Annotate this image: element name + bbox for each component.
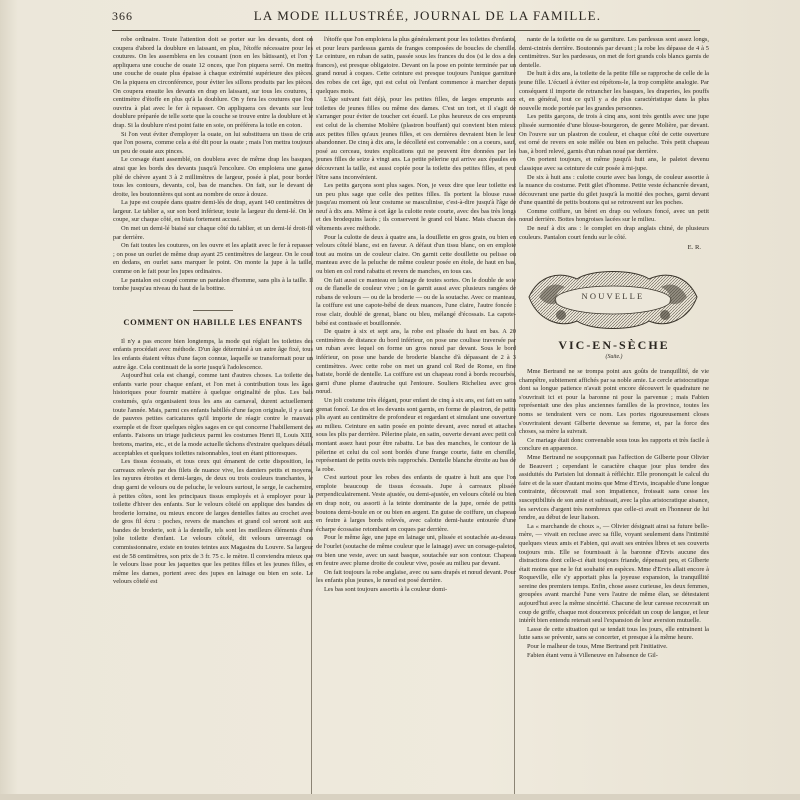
paragraph: De huit à dix ans, la toilette de la petite fille se rapproche de celle de la jeune fille. L'écueil à éviter est répétons-le, la trop complète analogie. Par conséquent il importe de retrancher les basques, les draperies, les pouffs et, en général, tout ce qu'il y a de plus caractéristique dans la plus nouvelle mode portée par les grandes personnes.: [519, 70, 709, 112]
paragraph: Les tissus écossais, et tous ceux qui émanent de cette disposition, les carreaux relevés par des filets de nuance vive, les damiers petits et moyens, les rayures étroites et demi-larges, de deux ou trois couleurs tranchantes, le drap garni de velours ou de peluche, le velours surtout, le serge, le cachemire, à petites côtes, sont les principaux tissus employés et à employer pour la toilette d'hiver des enfants. Sur le velours côtelé on applique des bandes de broderie lorraine, ou mieux encore de larges dentelles faites au crochet avec de gros fil écru : poches, revers de manches et grand col seront soit aux bandes de broderie, soit à la dentelle, tels sont les meilleurs éléments d'une jolie toilette d'enfant. Le velours côtelé, dit velours unverzagt ou commissionnaire, existe en toutes teintes aux Magasins du Louvre. Sa largeur est de 58 centimètres, son prix de 3 fr. 75 c. le mètre. Il conviendra mieux que le velours lisse pour les jaquettes que les petites filles et les jeunes filles, et même les dames, portent avec des jupes en lainage ou bien en soie. Le velours côtelé est: [113, 458, 313, 586]
paragraph: Les petits garçons, de trois à cinq ans, sont très gentils avec une jupe plissée surmontée d'une blouse-bourgeron, de genre Molière, par devant. On l'ouvre sur un plastron de couleur, et chaque côté de cette ouverture est orné de revers en soie mêlée ou bien en peluche. Très petit chapeau bas, à bord relevé, garnis d'un ruban noué par derrière.: [519, 113, 709, 155]
column-2: [316, 36, 516, 794]
story-subtitle: (Suite.): [605, 354, 623, 361]
paragraph: Comme coiffure, un béret en drap ou velours foncé, avec un petit nœud derrière. Bottes hongroises lacées sur le milieu.: [519, 207, 709, 224]
column-3: [519, 36, 709, 794]
paragraph: Pour le malheur de tous, Mme Bertrand prit l'initiative.: [527, 643, 668, 651]
paragraph: Les bas sont toujours assortis à la couleur domi-: [324, 586, 448, 593]
paragraph: Pour la culotte de deux à quatre ans, la douillette en gros grain, ou bien en velours côtelé blanc, est en faveur. A défaut d'un tissu blanc, on en emploie tout au moins un de couleur claire. On garnit cette douillette ou pelisse ou manteau avec de la peluche de même couleur posée en étole, de haut en bas, ou bien en col rond rabattu et revers de manches, en tous cas.: [316, 233, 516, 276]
journal-title: LA MODE ILLUSTRÉE, JOURNAL DE LA FAMILLE.: [253, 8, 602, 23]
paragraph: Fabien étant venu à Villeneuve en l'absence de Gil-: [527, 651, 658, 659]
paragraph: Lasse de cette situation qui se tendait tous les jours, elle entrainent la lutte sans se prévenir, sans se concerter, et presque à la même heure.: [519, 625, 709, 642]
page-number: 366: [112, 9, 133, 23]
paragraph: robe ordinaire. Toute l'attention doit se porter sur les devants, dont on coupera d'abord la doublure en laissant, en plus, l'étoffe nécessaire pour les coutures. On les assemblera en les cousant (non en les bâtissant), et l'on y appliquera une couche de ouate 12 onces, que l'on piquera serré. On mettra une couche de ouate plus épaisse à chaque extrémité supérieure des pièces. On la piquera en circonférence, pour éviter les sillons produits par les pièces. On coupera ensuite les devants en drap en laissant, sur tous les coutures, 1 centimètre d'étoffe en plus qu'à la doublure. On y fera les coutures que l'on ouvrira à plat avec le fer à repasser. On appliquera ces devants sur leur doublure préparée de telle sorte que la couche se trouve entre la doublure et le drap. Si la doublure n'est point faite en soie, on préférera la toile en coton.: [113, 36, 313, 129]
paragraph: L'âge suivant fait déjà, pour les petites filles, de larges emprunts aux toilettes de jeunes filles ou même des dames. C'est un tort, et il s'agit de s'arranger pour éviter de toucher cet écueil. Le plus heureux de ces emprunts est celui de la chemise Molière (plastron bouffant) qui convient bien mieux aux petites filles qu'aux jeunes filles, et ces dernières devraient bien le leur abandonner. De cinq à dix ans, le décolleté est convenable : on a coeurs, sauf, posé au cerceau, toutes explications qui ne peuvent être données par les jeunes filles de seize à vingt ans. La petite pèlerine qui arrive aux épaules en découvrant la taille, est aussi copiée pour la toilette des petites filles, et peut l'être sans inconvénient.: [316, 96, 516, 181]
author-signature: E. R.: [687, 244, 701, 252]
paragraph: nante de la toilette ou de sa garniture. Les pardessus sont assez longs, demi-cintrés derrière. Boutonnés par devant ; la robe les dépasse de 4 à 5 centimètres. Sur les pardessus, on met de fort grands cols blancs garnis de dentelle.: [519, 36, 709, 69]
banner-label: NOUVELLE: [581, 290, 645, 301]
paragraph: C'est surtout pour les robes des enfants de quatre à huit ans que l'on emploie beaucoup de tissus écossais. Jupe à carreaux plissée perpendiculairement. Veste ajustée, ou demi-ajustée, en velours côtelé ou bien en drap noir, ou assorti à la teinte dominante de la jupe, ornée de petits boutons demi-boule en or ou bien en argent. En guise de coiffure, un chapeau en feutre à larges bords relevés, avec calotte demi-haute entourée d'une écharpe écossaise retombant en coques par derrière.: [316, 474, 516, 533]
paragraph: Mme Bertrand ne soupçonnait pas l'affection de Gilberte pour Olivier de Beauvert ; cependant le caractère chaque jour plus tendre des assiduités du Parisien lui donnait à réfléchir. Elle prononçait le calcul du faire et de la suer d'autant moins que Mme d'Ervis, incapable d'une longue contrainte, découvrait mal son impatience, froissait sans cesse les susceptibilités de son amie et subissait, avec la plus aristocratique aisance, les services d'argent très nombreux que celle-ci avait en l'honneur de lui rendre, au début de leur liaison.: [519, 453, 709, 522]
paragraph: On fait aussi ce manteau en lainage de toutes sortes. On le double de soie ou de flanelle de couleur vive ; on le garnit aussi avec plusieurs rangées de rubans de velours — ou de la broderie — ou de la soutache. Avec ce manteau, la coiffure est une capote-bébé de deux nuances, l'une claire, l'autre foncée : rose clair, doublé de grenat, blanc ou bleu, mélangé d'écossais. La capote-bébé est contissée et bouillonnée.: [316, 276, 516, 327]
paragraph: Si l'on veut éviter d'employer la ouate, on lui substituera un tissu de crin que l'on posera, comme cela a été dit pour la ouate ; mais l'on mettra toujours un peu de ouate aux pinces.: [113, 130, 313, 155]
paragraph: Il n'y a pas encore bien longtemps, la mode qui réglait les toilettes des enfants procédait avec méthode. D'un âge déterminé à un autre âge fixé, tous les enfants étaient vêtus d'une façon connue, laquelle se transformait pour un autre âge. Cela continuait de la sorte jusqu'à l'adolescence.: [113, 337, 313, 371]
paragraph: Un joli costume très élégant, pour enfant de cinq à six ans, est fait en satin grenat foncé. Le dos et les devants sont garnis, en forme de plastron, de petits plis ayant au centimètre de profondeur et regardant et simulant une ouverture au milieu. Ceinture en satin posée en pointe devant, avec nœud et attaches sous les plis par derrière. Pèlerine plate, en satin, ouverte devant avec petit col montant assez haut pour être rabattu. Le bas des manches, le contour de la pèlerine et celui du col sont bordés d'une frange courte, faite en chenille, représentant de petits ouvis très rapprochés. Dentelle blanche étroite au bas de la robe.: [316, 396, 516, 473]
page-bottom-edge: [0, 794, 800, 800]
paragraph: On fait toutes les coutures, on les ouvre et les aplatit avec le fer à repasser ; on pose un ourlet de même drap ayant 25 centimètres de largeur. On le coud en dedans, en ourlet sans marquer le point. On monte la jupe à la taille, comme on le fait pour les jupes ordinaires.: [113, 242, 313, 276]
paragraph: Le pantalon est coupé comme un pantalon d'homme, sans plis à la taille. Il tombe jusqu'au niveau du haut de la bottine.: [113, 276, 313, 293]
paragraph: On fait toujours la robe anglaise, avec ou sans drapés et nœud devant. Pour les enfants plus jeunes, le nœud est posé derrière.: [316, 568, 516, 585]
paragraph: Les petits garçons sont plus sages. Non, je veux dire que leur toilette est un peu plus sage que celle des petites filles. Ils portent la blouse russe jusqu'au moment où leur costume se masculinise, c'est-à-dire jusqu'à l'âge de neuf à dix ans. Même à cet âge la culotte reste courte, avec des bas très longs et des brodequins lacés ; ils conservent le grand col blanc. Mais chacun des vêtements avec méthode.: [316, 182, 516, 233]
paragraph: Aujourd'hui cela est changé, comme tant d'autres choses. La toilette des enfants varie pour chaque enfant, et l'on met à contribution tous les âges historiques pour fournir matière à quelque originalité de plus. Les bals costumés, qu'a organisaient tous les ans au carnaval, durent actuellement toute l'année. Mais, parmi ces enfants habillés d'une façon originale, il y a tant de pauvres petites caricatures qu'il importe de réagir contre le mauvais exemple et de fixer quelques règles sages en ce qui concerne l'habillement des enfants. Faisons un triage judicieux parmi les costumes Henri II, Louis XIII, bretons, marins, etc., et de la mode actuelle tâchons d'extraire quelques détails acceptables et quelques toilettes raisonnables, tout en étant pittoresques.: [113, 372, 313, 457]
paragraph: Mme Bertrand ne se trompa point aux goûts de tranquillité, de vie champêtre, subitement affichés par sa noble amie. Le cercle aristocratique dont sa longue patience n'avait point encore découvert le quadrature ne s'ouvrirait ici et pour la baronne ni pour la parvenue ; mais Fabien représentait une des plus anciennes familles de la province, toutes les noms se tendraient vers ce nom. Les portes rigoureusement closes s'ouvriraient devant Gilberte devenue sa femme, et, par la force des choses, sa mère la suivrait.: [519, 368, 709, 436]
paragraph: On met un demi-lé biaisé sur chaque côté du tablier, et un demi-lé droit-fil par derrière.: [113, 225, 313, 241]
paragraph: De six à huit ans : culotte courte avec bas longs, de couleur assortie à la nuance du costume. Petit gilet d'homme. Petite veste échancrée devant, découvrant une partie du gilet jusqu'à la moitié des poches, garni devant d'une quantité de petits boutons qui se retrouvent sur les poches.: [519, 173, 709, 207]
paragraph: De neuf à dix ans : le complet en drap anglais chiné, de plusieurs couleurs. Pantalon court fendu sur le côté.: [519, 225, 709, 241]
paragraph: De quatre à six et sept ans, la robe est plissée du haut en bas. A 20 centimètres de distance du bord inférieur, on pose une coulisse traversée par un ruban avec lequel on forme un gros nœud par devant. Sous le bord inférieur, on pose une bande de broderie blanche d'à dépassant de 2 à 3 centimètres. Avec cette robe on met un grand col Red de Rome, en fine batiste, bordé de dentelle. La coiffure est un chapeau rond à bords recourbés, garni d'une plume d'autruche qui l'entoure. Souliers Richelieu avec gros nœud.: [316, 328, 516, 396]
paragraph: Le corsage étant assemblé, on doublera avec de même drap les basques, ainsi que les bords des devants jusqu'à l'encolure. On emploiera une ganse plié de chèvre ayant 3 à 2 millimètres de largeur, posée à plat, pour border tous les contours, devants, col, bas de manches. On fait, sur le devant de droite, les boutonnières qui sont au nombre de onze à douze.: [113, 156, 313, 198]
paragraph: Ce mariage était donc convenable sous tous les rapports et très facile à conclure en apparence.: [519, 436, 709, 453]
paragraph: Pour le même âge, une jupe en lainage uni, plissée et soutachée au-dessus de l'ourlet (soutache de même couleur que le lainage) avec un corsage-paletot, ou bien une veste, avec un saut basque, soutachée sur son contour. Chapeau en feutre avec plume droite de couleur vive, posée au milieu par devant.: [316, 534, 516, 568]
paragraph: La « marchande de choux », — Olivier désignait ainsi sa future belle-mère, — vivait en recluse avec sa fille, voyant seulement dans l'intimité quelques vieux amis et Fabien, qui avait ses entrées libres et ses couverts toujours mis. Elle se fournissait à la baronne d'Ervis aucune des distractions dont celle-ci était toujours friande, dépensait peu, et Gilberte était moins que ne le fut souhaité en espèces. Mme d'Ervis allait encore à Roqueville, elle s'y apportait plus la joyeuse expansion, la tranquillité sereine des premiers temps. Enfin, chose assez curieuse, les deux femmes, groupées avant marché l'une vers l'autre de même élan, se détestaient aujourd'hui avec la même sincérité. Chacune de leur caresse recouvrait un coup de griffe, chaque mot doucereux précédait un coup de langue, et leur intérêt bien entendu retenait seul l'expansion de leur aversion mutuelle.: [519, 522, 709, 625]
story-title: VIC-EN-SÈCHE: [558, 337, 670, 352]
header-rule: [112, 30, 700, 31]
page-header: [112, 8, 700, 28]
paragraph: La jupe est coupée dans quatre demi-lés de drap, ayant 140 centimètres de largeur. Le tablier a, sur son bord inférieur, toute la largeur du demi-lé. On le coupe, sur chaque côté, en biais fortement accusé.: [113, 199, 313, 224]
column-1: [113, 36, 313, 794]
section-heading: COMMENT ON HABILLE LES ENFANTS: [113, 310, 313, 328]
paragraph: l'étoffe que l'on emploiera la plus généralement pour les toilettes d'enfants, et pour leurs pardessus garnis de franges composées de boucles de chenille. Le ceinture, en ruban de satin, passée sous les frances du dos (si le dos a des frances), est presque obligatoire. Devant on la pose en pointe terminée par un grand nœud à coques. Cette ceinture est presque toujours l'unique garniture des robes de cet âge, qui est celui où l'enfant commence à marcher depuis quelques mois.: [316, 36, 516, 95]
nouvelle-banner: [525, 267, 701, 333]
paragraph: On portent toujours, et même jusqu'à huit ans, le paletot devenu classique avec sa ceinture de cuir posée à mi-jupe.: [519, 156, 709, 172]
